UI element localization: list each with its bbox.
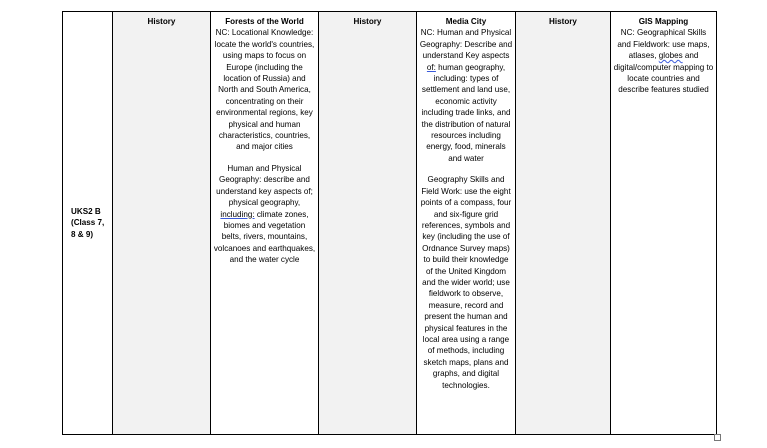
history-heading: History <box>549 17 577 26</box>
class-label-line1: (Class 7, <box>71 218 105 228</box>
history-cell-2 <box>319 12 417 435</box>
media-hp-text-b: human geography, including: types of settlement and land use, economic activity including trade links, and the distribution of natural resources including energy, food, minerals and water <box>421 62 511 163</box>
forests-of-the-world-cell <box>211 12 319 435</box>
key-stage-label: UKS2 B <box>71 206 101 216</box>
forests-title: Forests of the World <box>225 17 304 26</box>
gis-mapping-cell <box>611 12 717 435</box>
gis-text-a: NC: Geographical Skills and Fieldwork: use maps, atlases, <box>617 28 710 61</box>
forests-hp-link: including: <box>220 209 255 219</box>
media-city-human-physical <box>419 27 513 164</box>
history-cell-1 <box>113 12 211 435</box>
forests-locational-knowledge: NC: Locational Knowledge: locate the world's countries, using maps to focus on Europe (including the location of Russia) and North and South America, concentrating on their environmental regions, key physical and human characteristics, countries, and major cities <box>214 28 315 152</box>
history-heading: History <box>147 17 176 26</box>
media-city-title: Media City <box>445 17 487 26</box>
gis-text-b: and digital/computer mapping to locate countries and describe features studied <box>613 51 714 95</box>
table-resize-handle[interactable] <box>714 434 721 441</box>
media-city-skills-fieldwork: Geography Skills and Field Work: use the eight points of a compass, four and six-figure grid references, symbols and key (including the use of Ordnance Survey maps) to build their knowledge of the United Kingdom and the wider world; use fieldwork to observe, measure, record and present the human and physical features in the local area using a range of methods, including sketch maps, plans and graphs, and digital technologies. <box>420 175 512 390</box>
media-hp-link: of: <box>426 62 436 72</box>
gis-mapping-title: GIS Mapping <box>638 17 689 26</box>
gis-mapping-skills <box>613 27 714 95</box>
table-row <box>63 12 717 435</box>
key-stage-cell <box>63 12 113 435</box>
media-hp-text-a: NC: Human and Physical Geography: Describe and understand Key aspects <box>419 28 513 61</box>
curriculum-table <box>62 11 717 435</box>
media-city-cell <box>417 12 516 435</box>
forests-human-physical <box>213 163 316 266</box>
class-label-line2: 8 & 9) <box>71 229 94 239</box>
history-cell-3 <box>516 12 611 435</box>
forests-hp-text-b: climate zones, biomes and vegetation belts, rivers, mountains, volcanoes and earthquakes, and the water cycle <box>213 209 316 265</box>
history-heading: History <box>353 17 382 26</box>
gis-globes-word: globes <box>658 51 683 61</box>
forests-hp-text-a: Human and Physical Geography: describe and understand key aspects of; physical geography, <box>216 163 313 208</box>
